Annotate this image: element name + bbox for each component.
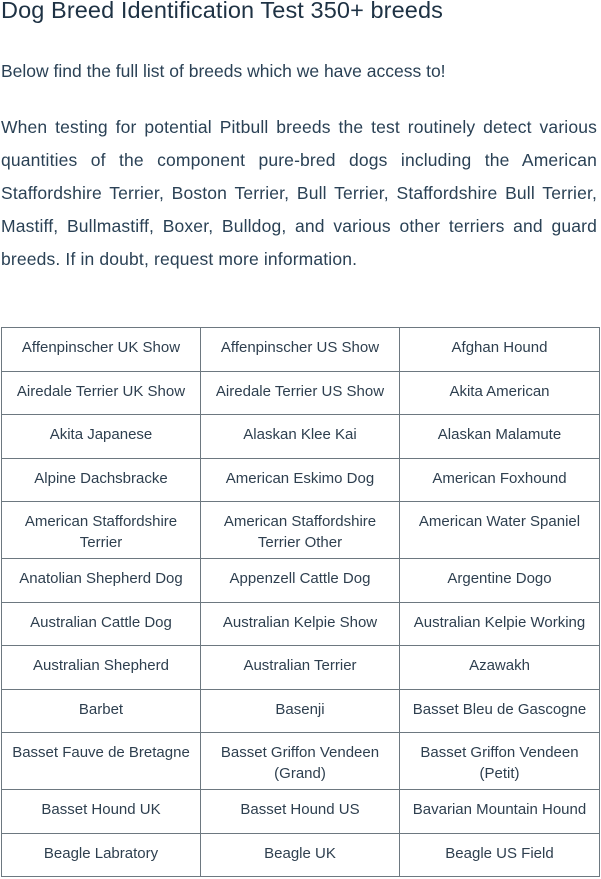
breed-cell: Beagle Labratory	[2, 833, 201, 877]
breed-cell: Alaskan Malamute	[400, 415, 600, 459]
breed-cell: Anatolian Shepherd Dog	[2, 559, 201, 603]
breed-cell: Basset Griffon Vendeen (Petit)	[400, 733, 600, 790]
description-text: When testing for potential Pitbull breeds the test routinely detect various quantities of the component pure-bred dogs including the American Staffordshire Terrier, Boston Terrier, Bull Terrier, Staffordshire Bull Terrier, Mastiff, Bullmastiff, Boxer, Bulldog, and various other terriers and guard breeds. If in doubt, request more information.	[1, 117, 597, 269]
breed-cell: Australian Kelpie Show	[201, 602, 400, 646]
breed-cell: Bavarian Mountain Hound	[400, 790, 600, 834]
breed-cell: Australian Kelpie Working	[400, 602, 600, 646]
table-row	[2, 790, 600, 834]
breed-cell: Basset Bleu de Gascogne	[400, 689, 600, 733]
table-row	[2, 559, 600, 603]
table-row	[2, 328, 600, 372]
breed-cell: Alpine Dachsbracke	[2, 458, 201, 502]
table-row	[2, 833, 600, 877]
table-row	[2, 502, 600, 559]
breed-cell: Appenzell Cattle Dog	[201, 559, 400, 603]
breed-cell: Affenpinscher US Show	[201, 328, 400, 372]
breed-table	[1, 327, 600, 877]
breed-cell: Affenpinscher UK Show	[2, 328, 201, 372]
breed-cell: Beagle US Field	[400, 833, 600, 877]
breed-table-body	[2, 328, 600, 877]
breed-cell: Akita Japanese	[2, 415, 201, 459]
table-row	[2, 733, 600, 790]
breed-cell: Barbet	[2, 689, 201, 733]
breed-cell: Beagle UK	[201, 833, 400, 877]
breed-cell: Airedale Terrier US Show	[201, 371, 400, 415]
breed-cell: Basset Hound UK	[2, 790, 201, 834]
breed-cell: Alaskan Klee Kai	[201, 415, 400, 459]
breed-cell: Afghan Hound	[400, 328, 600, 372]
breed-cell: Basset Fauve de Bretagne	[2, 733, 201, 790]
table-row	[2, 689, 600, 733]
breed-cell: American Foxhound	[400, 458, 600, 502]
breed-cell: Basenji	[201, 689, 400, 733]
breed-cell: American Staffordshire Terrier	[2, 502, 201, 559]
breed-cell: Azawakh	[400, 646, 600, 690]
breed-cell: Basset Griffon Vendeen (Grand)	[201, 733, 400, 790]
breed-cell: American Water Spaniel	[400, 502, 600, 559]
table-row	[2, 371, 600, 415]
breed-cell: Australian Terrier	[201, 646, 400, 690]
breed-cell: Australian Cattle Dog	[2, 602, 201, 646]
breed-cell: Basset Hound US	[201, 790, 400, 834]
breed-cell: Airedale Terrier UK Show	[2, 371, 201, 415]
table-row	[2, 415, 600, 459]
breed-cell: American Eskimo Dog	[201, 458, 400, 502]
breed-cell: Australian Shepherd	[2, 646, 201, 690]
table-row	[2, 646, 600, 690]
table-row	[2, 458, 600, 502]
page-title: Dog Breed Identification Test 350+ breeds	[1, 0, 443, 23]
breed-cell: Argentine Dogo	[400, 559, 600, 603]
intro-text: Below find the full list of breeds which we have access to!	[1, 61, 446, 81]
breed-cell: American Staffordshire Terrier Other	[201, 502, 400, 559]
table-row	[2, 602, 600, 646]
breed-cell: Akita American	[400, 371, 600, 415]
